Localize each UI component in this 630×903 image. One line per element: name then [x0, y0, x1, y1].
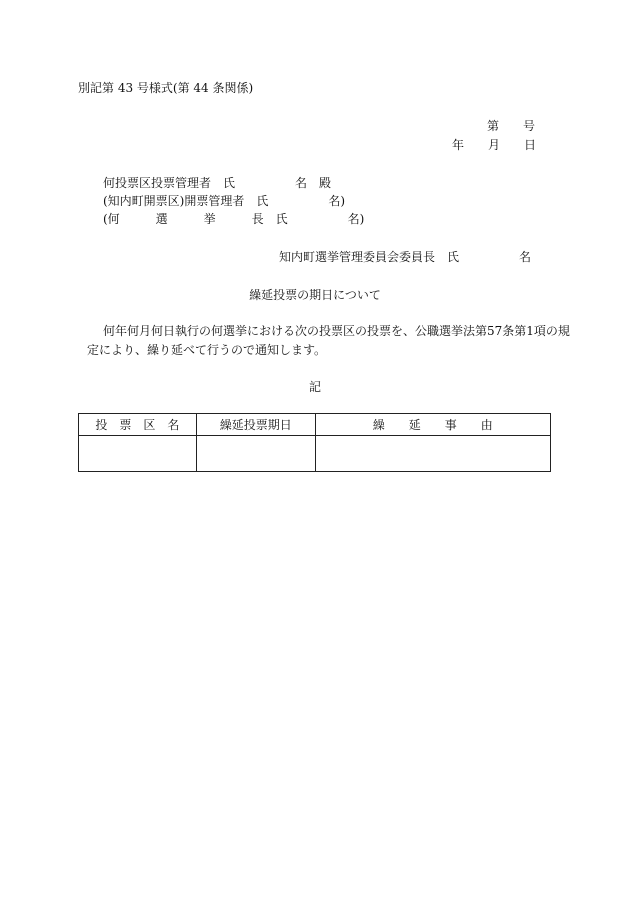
- cell-postponed-date: [196, 436, 315, 472]
- body-line-1: 何年何月何日執行の何選挙における次の投票区の投票を、公職選挙法第57条第1項の規: [103, 324, 570, 338]
- document-date: 年 月 日: [452, 138, 537, 152]
- addressee-line-2: (知内町開票区)開票管理者 氏 名): [103, 194, 346, 208]
- document-title: 繰延投票の期日について: [249, 288, 381, 302]
- table-header-row: [79, 414, 551, 436]
- ki-label: 記: [308, 380, 321, 394]
- form-reference: 別記第 43 号様式(第 44 条関係): [78, 81, 254, 95]
- sender-line: 知内町選挙管理委員会委員長 氏 名: [279, 250, 532, 264]
- postponement-table: [78, 413, 551, 472]
- table-row: [79, 436, 551, 472]
- body-line-2: 定により、繰り延べて行うので通知します。: [87, 343, 327, 357]
- document-number: 第 号: [487, 119, 536, 133]
- header-postponed-date: 繰延投票期日: [196, 414, 315, 436]
- cell-postponement-reason: [315, 436, 550, 472]
- addressee-line-3: (何 選 挙 長 氏 名): [103, 212, 365, 226]
- addressee-line-1: 何投票区投票管理者 氏 名 殿: [103, 176, 332, 190]
- header-district-name: 投 票 区 名: [79, 414, 197, 436]
- cell-district-name: [79, 436, 197, 472]
- header-postponement-reason: 繰 延 事 由: [315, 414, 550, 436]
